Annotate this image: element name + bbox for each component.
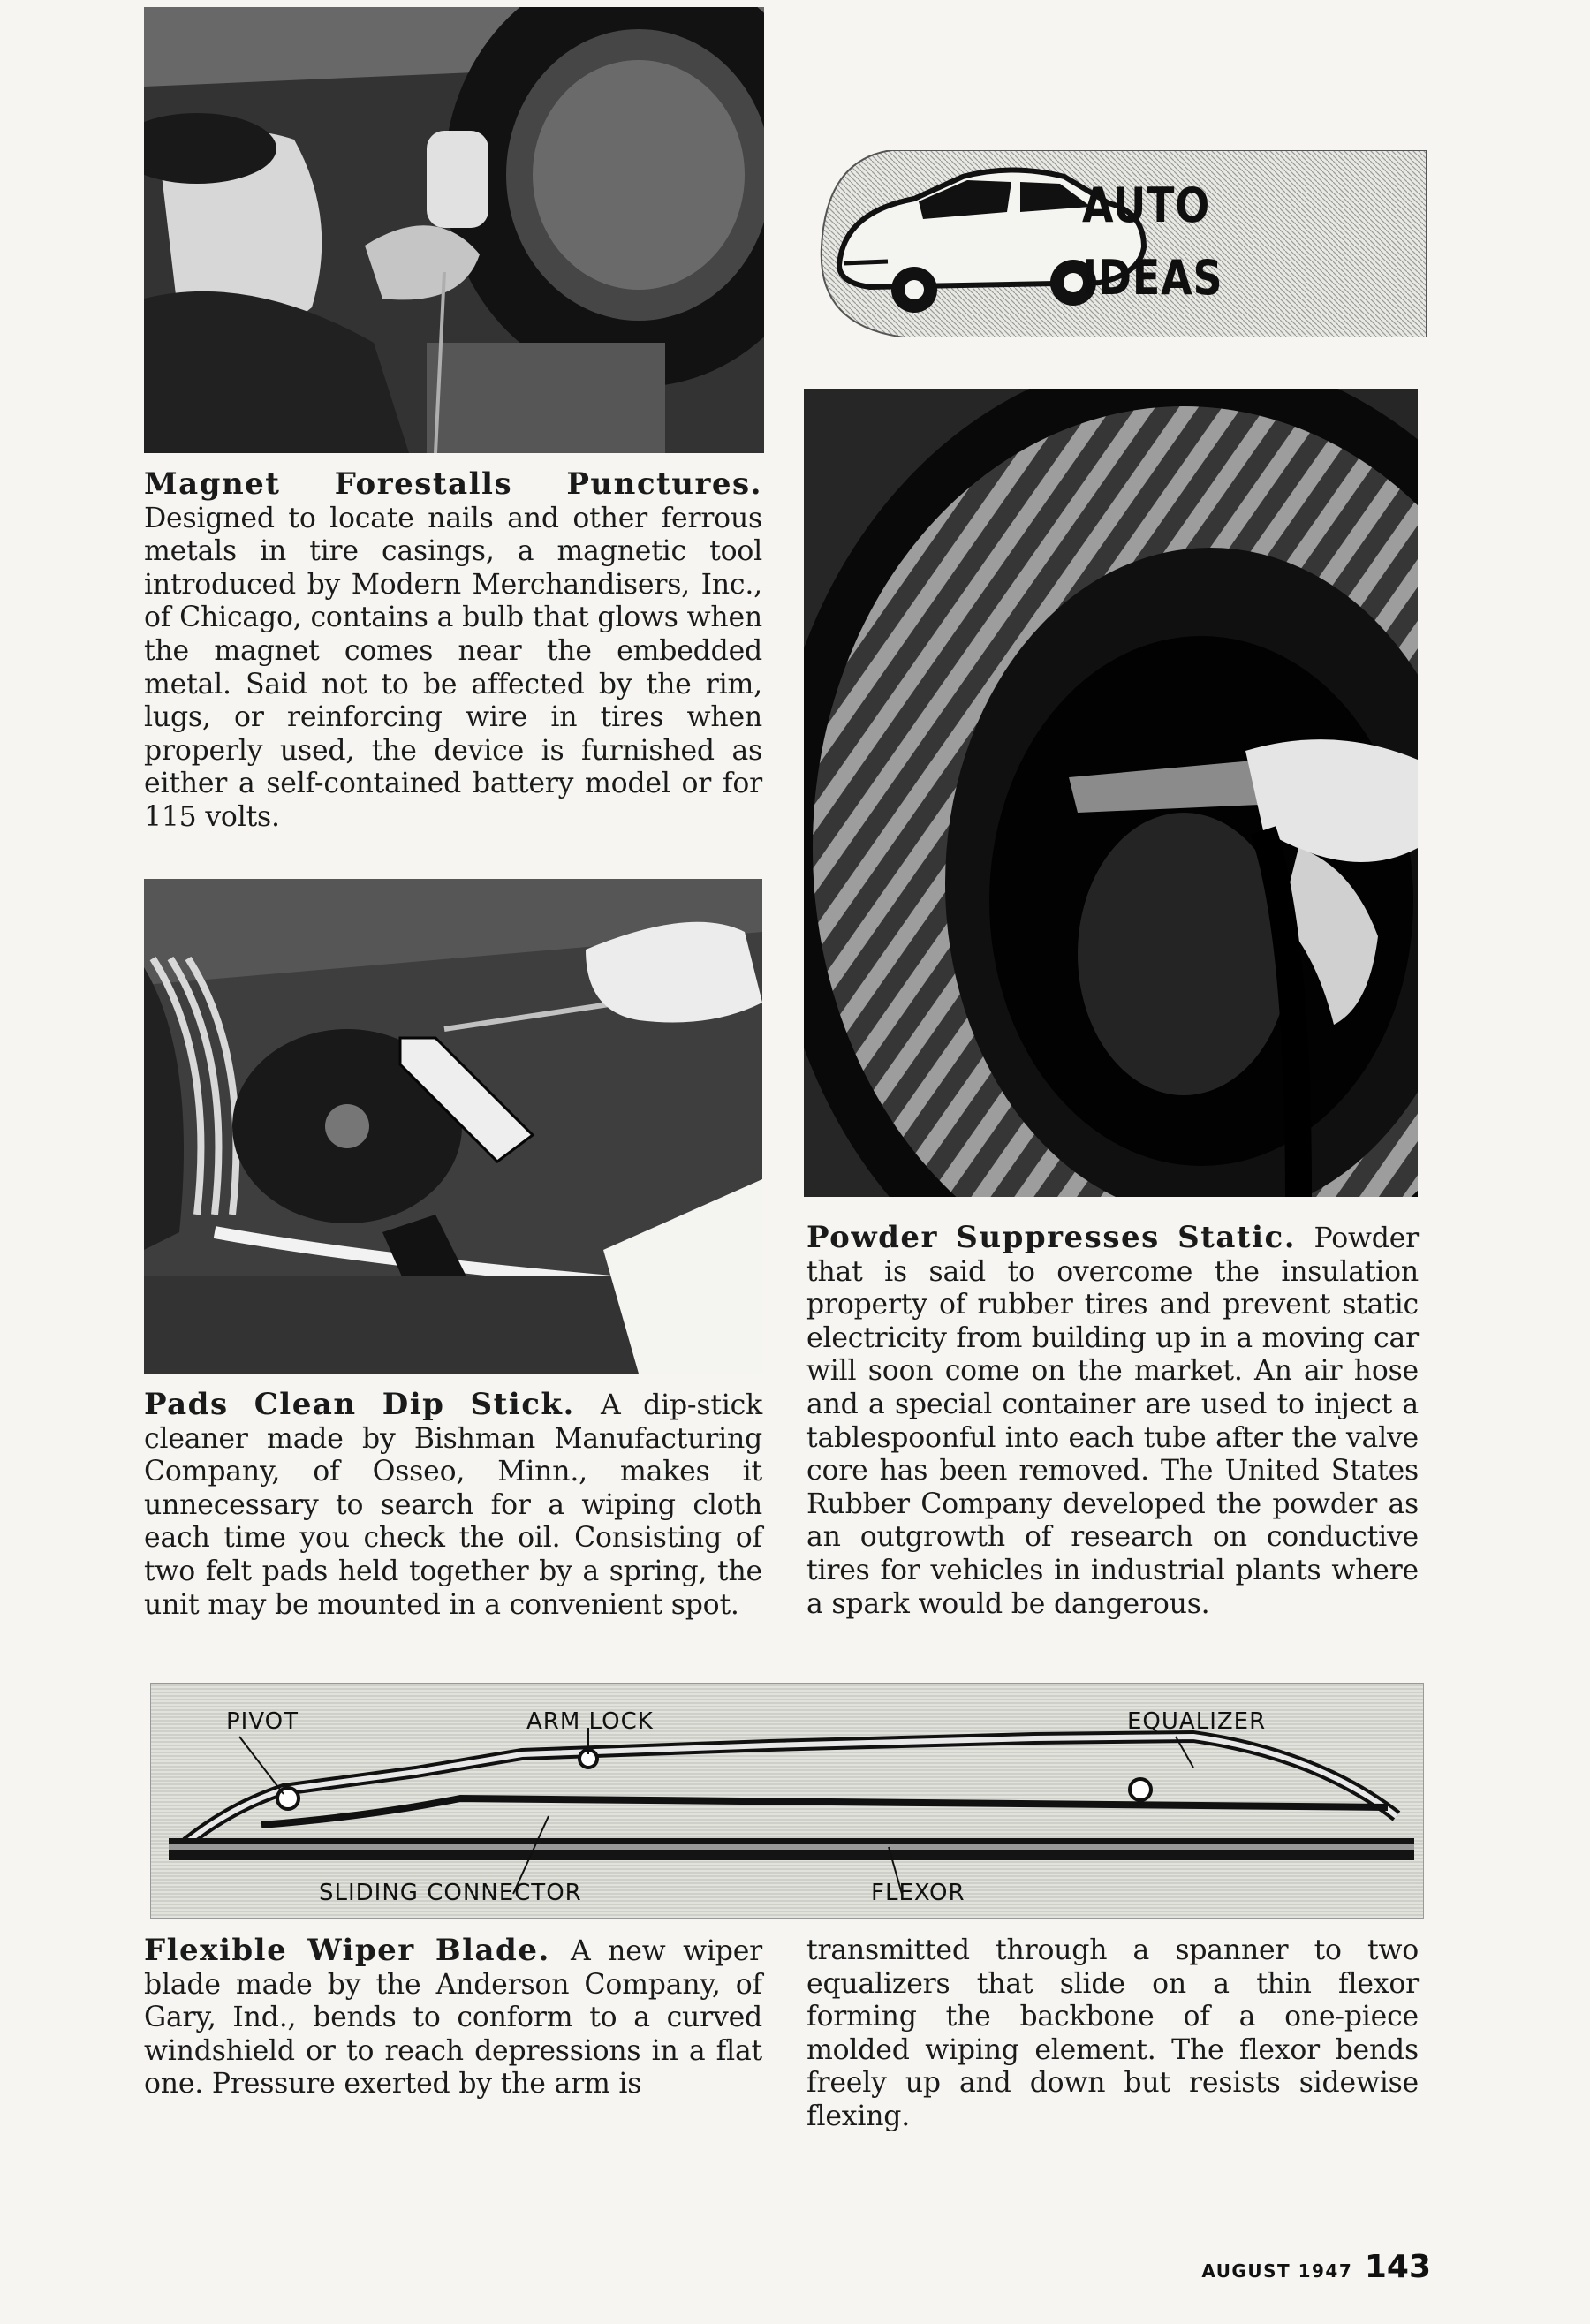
wiper-blade-diagram (150, 1683, 1424, 1919)
magnet-tool-photo (144, 7, 764, 453)
magnet-tool-photo-art (144, 7, 764, 453)
article-headline: Flexible Wiper Blade. (144, 1933, 571, 1968)
dip-stick-photo (144, 879, 762, 1374)
equalizer-label: EQUALIZER (1127, 1708, 1267, 1735)
sliding-connector-label: SLIDING CONNECTOR (319, 1880, 582, 1906)
auto-ideas-section-logo (808, 150, 1427, 337)
article-headline: Powder Suppresses Static. (806, 1220, 1314, 1255)
article-body: Powder that is said to overcome the insulation property of rubber tires and prevent static electricity from building up in a moving car will soon come on the market. An air hose and a special container are used to inject a tablespoonful into each tube after the valve core has been removed. The United States Rubber Company developed the powder as an outgrowth of research on conductive tires for vehicles in industrial plants where a spark would be dangerous. (806, 1223, 1419, 1620)
article-body-part2: transmitted through a spanner to two equalizers that slide on a thin flexor forming the backbone of a one-piece molded wiping element. The flexor bends freely up and down but resists sidewise flexing. (806, 1934, 1419, 2132)
tire-powder-photo (804, 389, 1418, 1197)
pivot-label: PIVOT (226, 1708, 299, 1735)
article-body: A dip-stick cleaner made by Bishman Manufacturing Company, of Osseo, Minn., makes it unnecessary to search for a wiping cloth each time you check the oil. Consisting of two felt pads held together by a spring, the unit may be mounted in a convenient spot. (144, 1389, 762, 1621)
page-number: 143 (1364, 2249, 1431, 2285)
arm-lock-label: ARM LOCK (526, 1708, 654, 1735)
dip-stick-photo-art (144, 879, 762, 1374)
article-dip-stick (144, 1389, 762, 1622)
article-powder (806, 1222, 1419, 1621)
article-wiper-col2 (806, 1934, 1419, 2134)
article-body: Designed to locate nails and other ferrous metals in tire casings, a magnetic tool introduced by Modern Merchandisers, Inc., of Chicago, contains a bulb that glows when the magnet comes near the embedded metal. Said not to be affected by the rim, lugs, or reinforcing wire in tires when properly used, the device is furnished as either a self-contained battery model or for 115 volts. (144, 502, 762, 833)
section-title-line2: IDEAS (1082, 250, 1223, 306)
section-title (1082, 170, 1247, 314)
flexor-label: FLEXOR (871, 1880, 965, 1906)
section-title-line1: AUTO (1082, 178, 1211, 233)
article-wiper-col1 (144, 1934, 762, 2101)
article-magnet (144, 468, 762, 835)
tire-powder-photo-art (804, 389, 1418, 1197)
issue-date: AUGUST 1947 (1201, 2260, 1353, 2282)
article-body-part1: A new wiper blade made by the Anderson Company, of Gary, Ind., bends to conform to a curved windshield or to reach depressions in a flat one. Pressure exerted by the arm is (144, 1935, 763, 2101)
article-headline: Pads Clean Dip Stick. (144, 1387, 601, 1422)
page-footer (1201, 2249, 1431, 2285)
article-headline: Magnet Forestalls Punctures. (144, 466, 762, 502)
